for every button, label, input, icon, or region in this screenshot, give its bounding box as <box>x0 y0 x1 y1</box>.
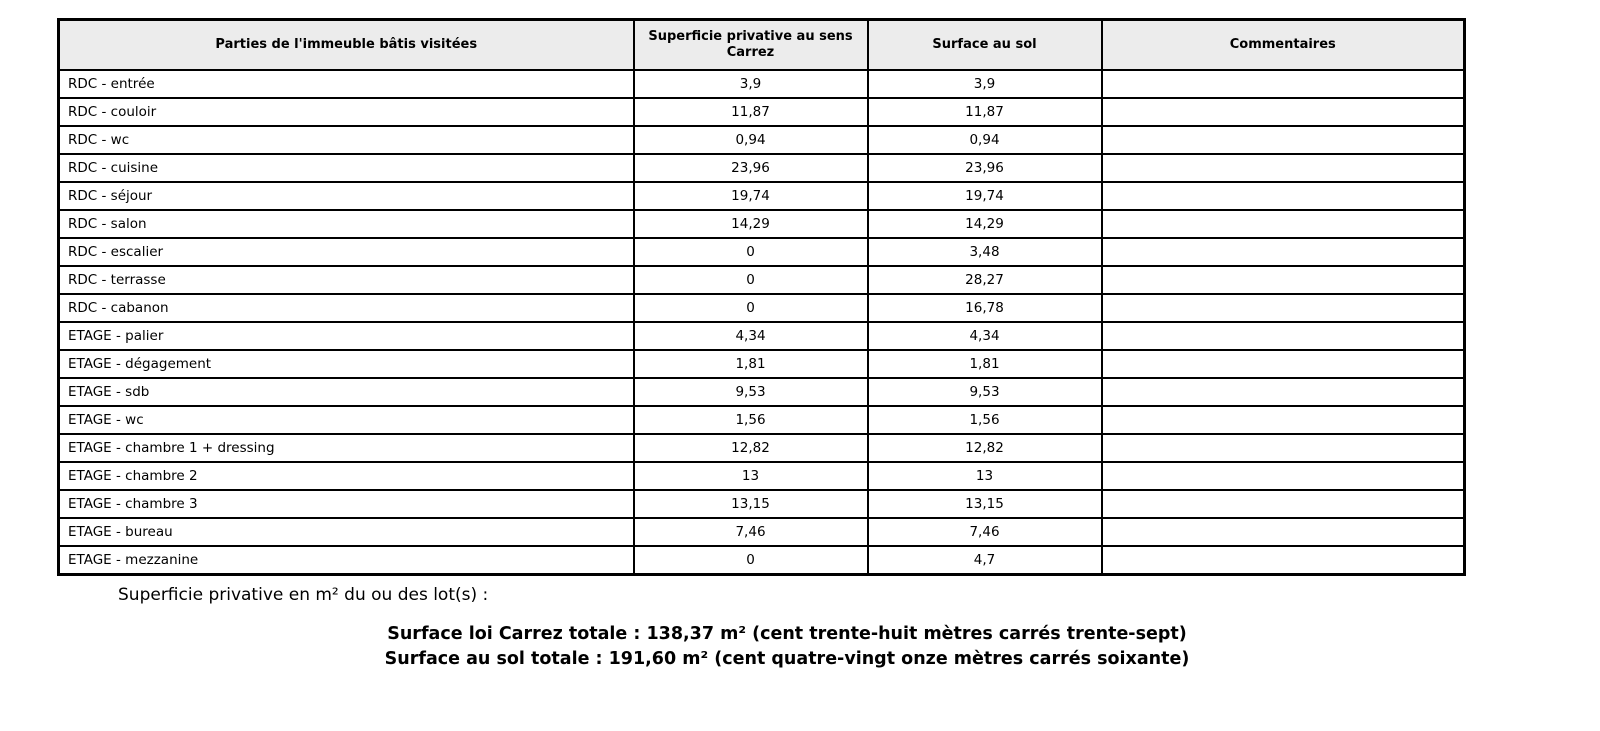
row-sol-value: 11,87 <box>868 98 1102 126</box>
row-sol-value: 12,82 <box>868 434 1102 462</box>
row-carrez-value: 3,9 <box>634 70 868 98</box>
total-carrez-line: Surface loi Carrez totale : 138,37 m² (cent trente-huit mètres carrés trente-sept) <box>387 624 1187 644</box>
table-row <box>59 434 1465 462</box>
row-comment <box>1102 126 1465 154</box>
row-part-label: ETAGE - wc <box>59 406 634 434</box>
row-carrez-value: 4,34 <box>634 322 868 350</box>
row-carrez-value: 1,56 <box>634 406 868 434</box>
lots-label: Superficie privative en m² du ou des lot(s) : <box>118 585 489 605</box>
row-comment <box>1102 350 1465 378</box>
row-comment <box>1102 434 1465 462</box>
row-carrez-value: 12,82 <box>634 434 868 462</box>
row-sol-value: 7,46 <box>868 518 1102 546</box>
row-part-label: RDC - escalier <box>59 238 634 266</box>
row-carrez-value: 0 <box>634 546 868 575</box>
row-part-label: RDC - terrasse <box>59 266 634 294</box>
table-row <box>59 238 1465 266</box>
table-row <box>59 350 1465 378</box>
row-part-label: RDC - entrée <box>59 70 634 98</box>
row-comment <box>1102 462 1465 490</box>
table-row <box>59 70 1465 98</box>
row-comment <box>1102 98 1465 126</box>
row-sol-value: 9,53 <box>868 378 1102 406</box>
row-comment <box>1102 518 1465 546</box>
row-sol-value: 1,81 <box>868 350 1102 378</box>
table-row <box>59 126 1465 154</box>
row-part-label: ETAGE - chambre 2 <box>59 462 634 490</box>
row-comment <box>1102 238 1465 266</box>
row-part-label: ETAGE - mezzanine <box>59 546 634 575</box>
row-part-label: RDC - wc <box>59 126 634 154</box>
row-comment <box>1102 210 1465 238</box>
row-comment <box>1102 322 1465 350</box>
table-row <box>59 266 1465 294</box>
header-parties: Parties de l'immeuble bâtis visitées <box>59 20 634 71</box>
header-superficie-carrez: Superficie privative au sens Carrez <box>634 20 868 71</box>
row-sol-value: 13 <box>868 462 1102 490</box>
table-row <box>59 322 1465 350</box>
row-carrez-value: 0 <box>634 294 868 322</box>
row-carrez-value: 0,94 <box>634 126 868 154</box>
row-sol-value: 23,96 <box>868 154 1102 182</box>
row-carrez-value: 11,87 <box>634 98 868 126</box>
row-comment <box>1102 266 1465 294</box>
row-sol-value: 4,7 <box>868 546 1102 575</box>
table-row <box>59 210 1465 238</box>
table-row <box>59 98 1465 126</box>
row-part-label: ETAGE - chambre 3 <box>59 490 634 518</box>
row-carrez-value: 23,96 <box>634 154 868 182</box>
row-carrez-value: 14,29 <box>634 210 868 238</box>
table-row <box>59 406 1465 434</box>
row-part-label: RDC - cuisine <box>59 154 634 182</box>
row-comment <box>1102 378 1465 406</box>
row-sol-value: 28,27 <box>868 266 1102 294</box>
table-header-row <box>59 20 1465 71</box>
row-sol-value: 14,29 <box>868 210 1102 238</box>
row-comment <box>1102 182 1465 210</box>
row-comment <box>1102 294 1465 322</box>
table-row <box>59 294 1465 322</box>
row-part-label: ETAGE - bureau <box>59 518 634 546</box>
row-sol-value: 3,9 <box>868 70 1102 98</box>
row-carrez-value: 13 <box>634 462 868 490</box>
row-part-label: RDC - séjour <box>59 182 634 210</box>
row-comment <box>1102 490 1465 518</box>
row-part-label: RDC - couloir <box>59 98 634 126</box>
row-part-label: ETAGE - palier <box>59 322 634 350</box>
row-part-label: ETAGE - dégagement <box>59 350 634 378</box>
row-carrez-value: 1,81 <box>634 350 868 378</box>
row-carrez-value: 0 <box>634 238 868 266</box>
row-comment <box>1102 546 1465 575</box>
row-sol-value: 1,56 <box>868 406 1102 434</box>
table-row <box>59 490 1465 518</box>
table-row <box>59 462 1465 490</box>
row-carrez-value: 19,74 <box>634 182 868 210</box>
row-part-label: ETAGE - chambre 1 + dressing <box>59 434 634 462</box>
row-sol-value: 19,74 <box>868 182 1102 210</box>
header-surface-sol: Surface au sol <box>868 20 1102 71</box>
row-comment <box>1102 70 1465 98</box>
table-row <box>59 182 1465 210</box>
table-row <box>59 378 1465 406</box>
row-sol-value: 13,15 <box>868 490 1102 518</box>
table-row <box>59 546 1465 575</box>
row-sol-value: 4,34 <box>868 322 1102 350</box>
row-carrez-value: 7,46 <box>634 518 868 546</box>
table-row <box>59 518 1465 546</box>
row-part-label: RDC - cabanon <box>59 294 634 322</box>
row-sol-value: 16,78 <box>868 294 1102 322</box>
table-body <box>59 70 1465 575</box>
row-sol-value: 0,94 <box>868 126 1102 154</box>
total-sol-line: Surface au sol totale : 191,60 m² (cent quatre-vingt onze mètres carrés soixante) <box>384 648 1190 669</box>
row-carrez-value: 13,15 <box>634 490 868 518</box>
row-part-label: RDC - salon <box>59 210 634 238</box>
row-carrez-value: 9,53 <box>634 378 868 406</box>
row-comment <box>1102 406 1465 434</box>
row-comment <box>1102 154 1465 182</box>
header-commentaires: Commentaires <box>1102 20 1465 71</box>
row-part-label: ETAGE - sdb <box>59 378 634 406</box>
totals-block <box>57 622 1517 672</box>
table-row <box>59 154 1465 182</box>
row-carrez-value: 0 <box>634 266 868 294</box>
carrez-measurement-table <box>57 18 1466 576</box>
row-sol-value: 3,48 <box>868 238 1102 266</box>
